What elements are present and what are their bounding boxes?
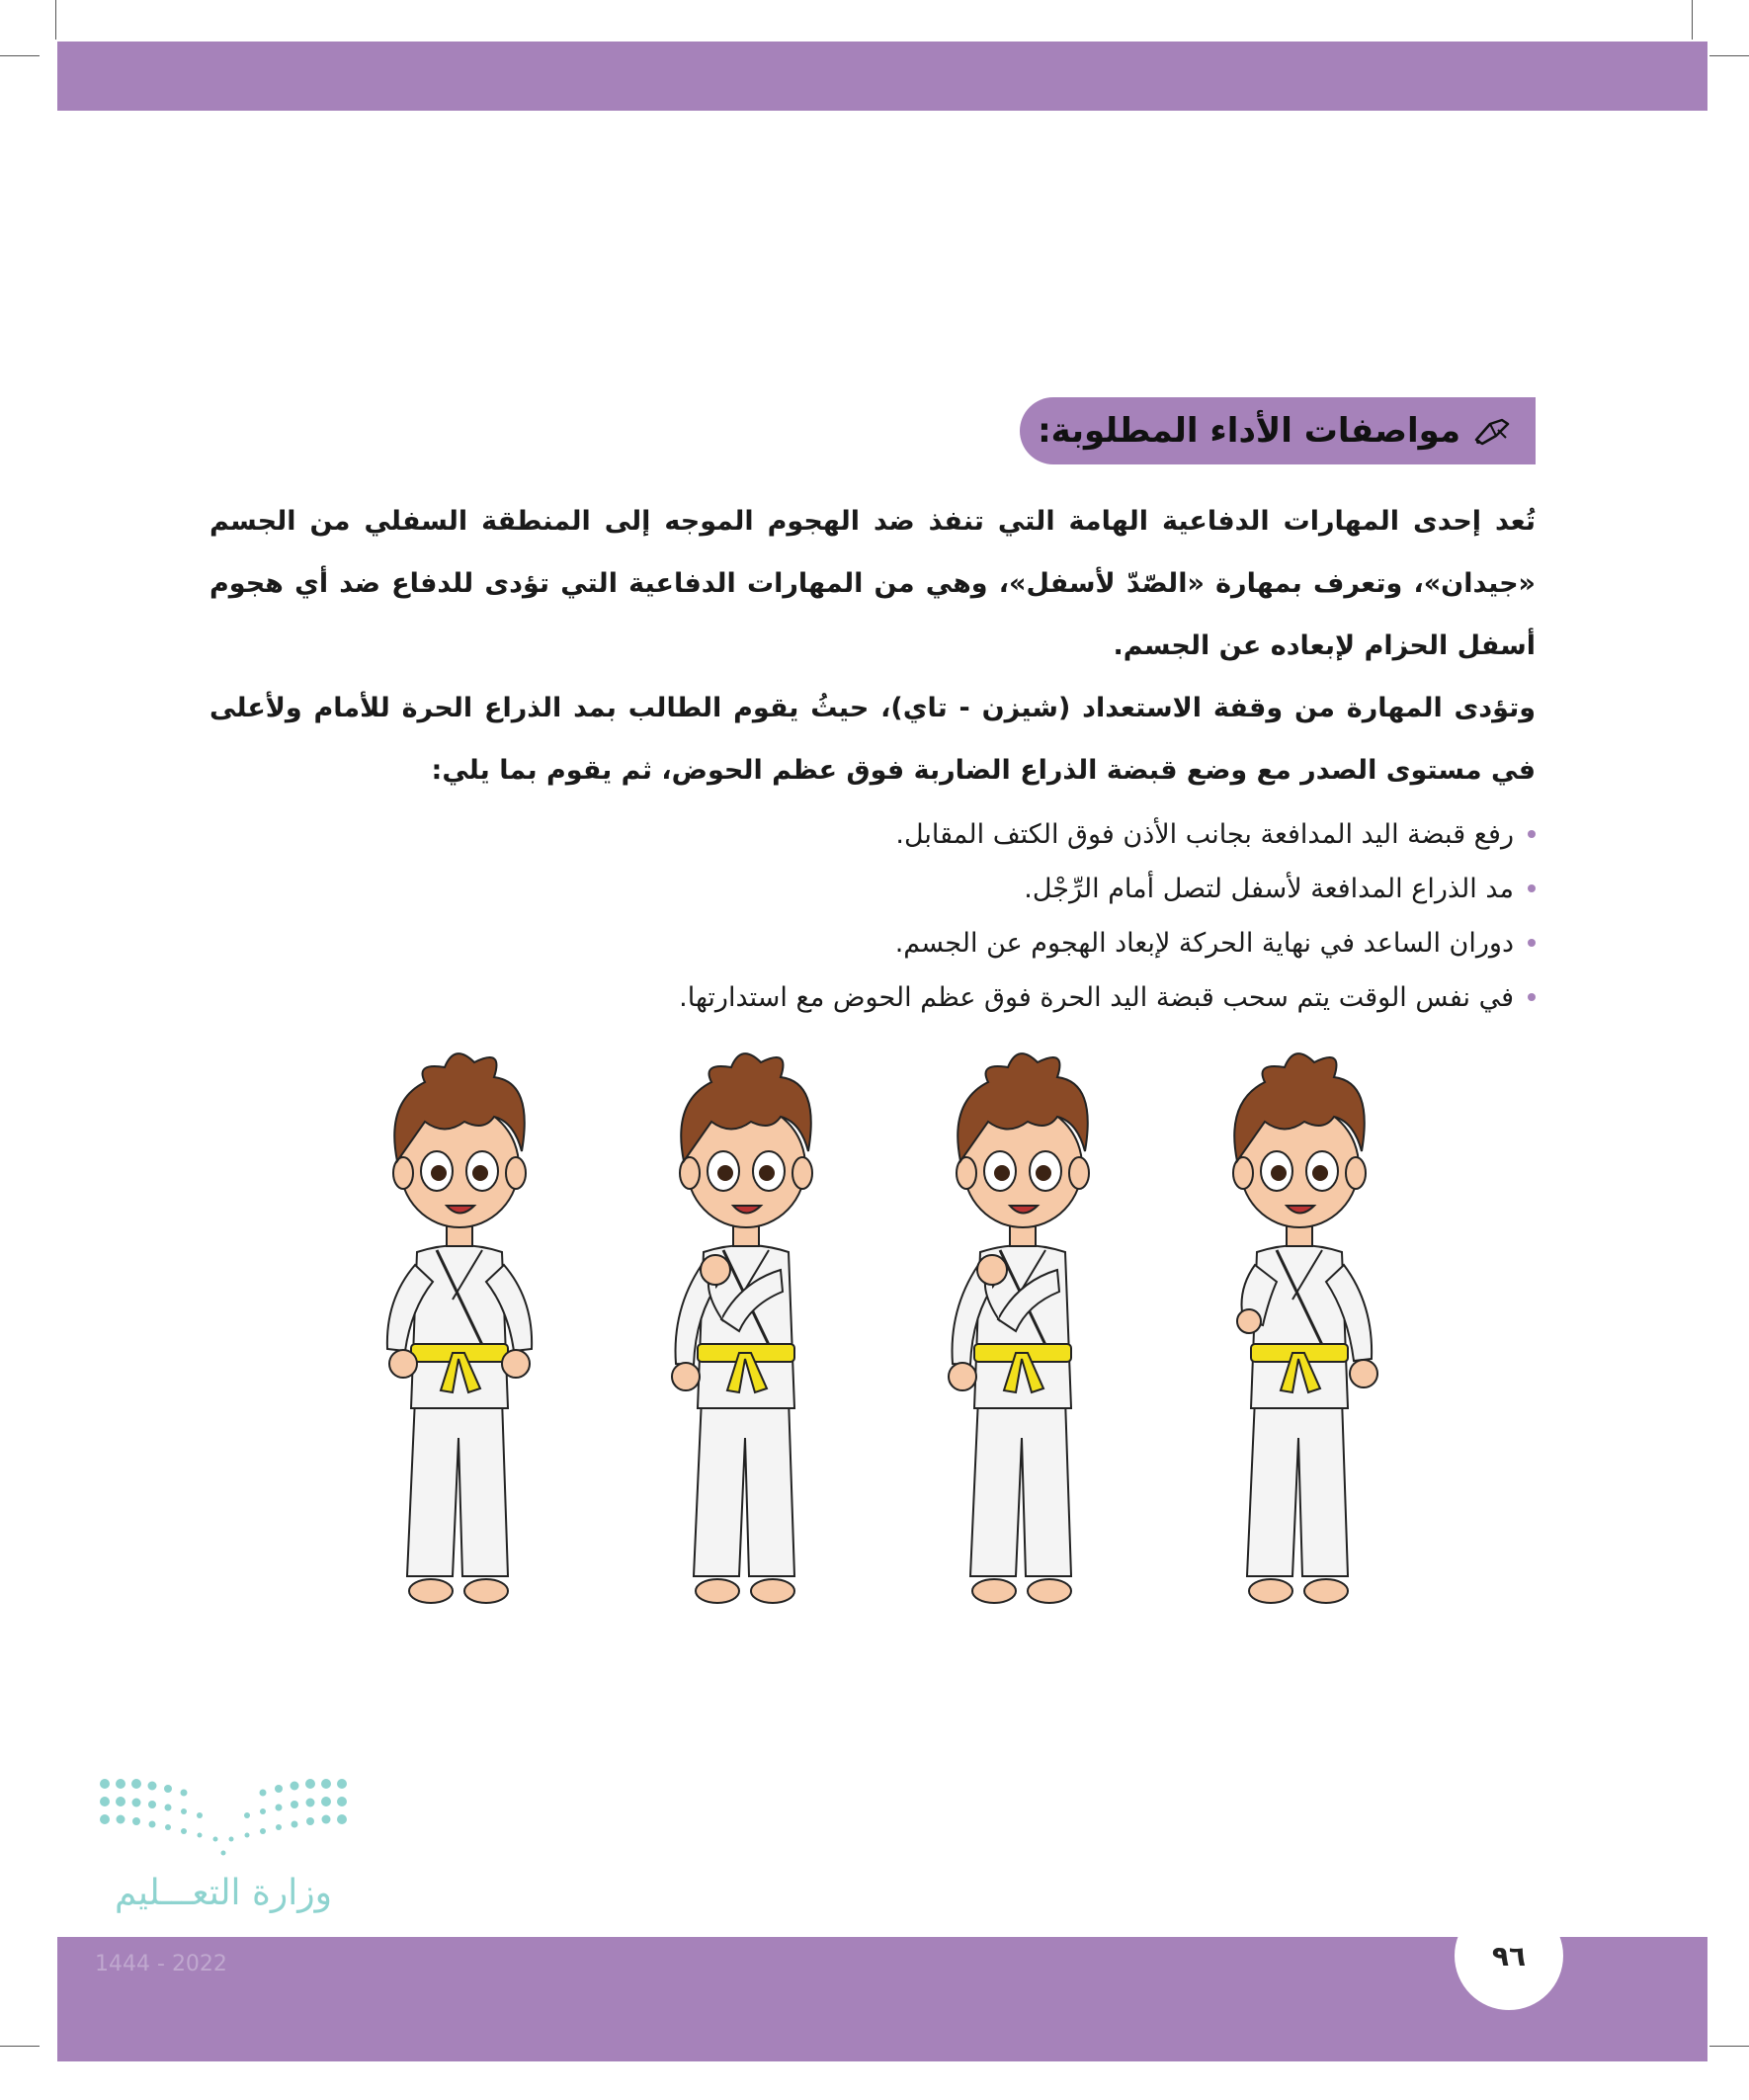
section-title: مواصفات الأداء المطلوبة: [1038, 411, 1460, 451]
content-body [209, 490, 1536, 1025]
karate-figure-step-3 [909, 1023, 1136, 1636]
top-color-band [57, 42, 1707, 111]
crop-mark [1709, 2046, 1749, 2047]
bullet-dot-icon [1528, 884, 1536, 892]
bullet-dot-icon [1528, 993, 1536, 1001]
writing-hand-icon [1472, 414, 1512, 448]
crop-mark [0, 55, 40, 56]
list-item-text: مد الذراع المدافعة لأسفل لتصل أمام الرِّجْل. [1024, 874, 1514, 904]
list-item [209, 807, 1536, 862]
logo-text: وزارة التعـــليم [114, 1873, 333, 1913]
logo-subtext: 2022 - 1444 [95, 1952, 227, 1976]
crop-mark [1692, 0, 1693, 40]
list-item-text: رفع قبضة اليد المدافعة بجانب الأذن فوق الكتف المقابل. [895, 819, 1514, 850]
karate-figure-step-4 [1186, 1023, 1413, 1636]
crop-mark [0, 2046, 40, 2047]
crop-mark [55, 0, 56, 40]
paragraph: تُعد إحدى المهارات الدفاعية الهامة التي تنفذ ضد الهجوم الموجه إلى المنطقة السفلي من الجسم «جيدان»، وتعرف بمهارة «الصّدّ لأسفل»، وهي من المهارات الدفاعية التي تؤدى للدفاع ضد أي هجوم أسفل الحزام لإبعاده عن الجسم. [209, 506, 1536, 661]
list-item [209, 862, 1536, 916]
logo-dots-icon [95, 1774, 352, 1873]
list-item-text: في نفس الوقت يتم سحب قبضة اليد الحرة فوق عظم الحوض مع استدارتها. [679, 982, 1514, 1013]
karate-figure-step-1 [346, 1023, 573, 1636]
page-number: ٩٦ [1455, 1901, 1563, 2010]
list-item [209, 970, 1536, 1025]
bullet-dot-icon [1528, 939, 1536, 947]
paragraph: وتؤدى المهارة من وقفة الاستعداد (شيزن - تاي)، حيثُ يقوم الطالب بمد الذراع الحرة للأمام ولأعلى في مستوى الصدر مع وضع قبضة الذراع الضاربة فوق عظم الحوض، ثم يقوم بما يلي: [209, 693, 1536, 786]
steps-list [209, 807, 1536, 1025]
list-item [209, 916, 1536, 970]
crop-mark [1709, 55, 1749, 56]
illustration-row [346, 1023, 1393, 1636]
section-header [1020, 397, 1536, 464]
karate-figure-step-2 [632, 1023, 860, 1636]
bullet-dot-icon [1528, 830, 1536, 838]
list-item-text: دوران الساعد في نهاية الحركة لإبعاد الهجوم عن الجسم. [894, 928, 1514, 959]
